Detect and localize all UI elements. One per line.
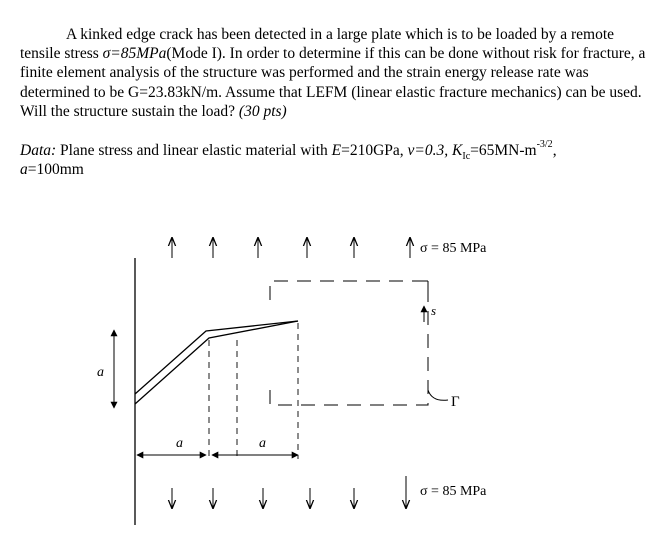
points-label: (30 pts): [238, 102, 287, 120]
label-a-bottom-2: a: [259, 436, 266, 451]
data-text-1: Plane stress and linear elastic material with: [56, 142, 332, 159]
problem-text-1: A kinked edge crack has been detected in a large plate which is to be loaded by a remote tensile stress: [20, 26, 615, 63]
bottom-load-arrows: [172, 476, 406, 508]
youngs-modulus-value: =210GPa,: [341, 142, 408, 159]
youngs-modulus-symbol: E: [331, 142, 342, 159]
top-stress-label: σ = 85 MPa: [420, 241, 487, 256]
crack-length-value: =100mm: [27, 161, 84, 179]
crack-lower-face: [135, 321, 298, 404]
problem-text-2: (Mode I). In order to determine if this can be done without risk for fracture, a finite element analysis of the structure was performed and the strain energy release rate was determined to be G=23.83kN/m. Assume that LEFM (linear elastic fracture mechanics) can be used. Will the structure sustain the load?: [20, 45, 646, 120]
toughness-comma: ,: [552, 142, 557, 159]
label-a-bottom-1: a: [176, 436, 183, 451]
toughness-symbol: K: [452, 142, 463, 159]
toughness-subscript: Ic: [462, 151, 471, 163]
top-load-arrows: [172, 238, 410, 258]
label-s: s: [431, 303, 437, 318]
crack-length-symbol: a: [20, 161, 28, 179]
gamma-leader: [428, 390, 448, 400]
poisson-ratio: ν=0.3,: [407, 142, 453, 159]
toughness-exponent: -3/2: [536, 138, 553, 150]
label-gamma: Γ: [451, 394, 460, 410]
label-a-left: a: [97, 365, 104, 380]
bottom-stress-label: σ = 85 MPa: [420, 484, 487, 499]
toughness-value: =65MN-m: [470, 142, 537, 159]
data-lead: Data:: [20, 142, 57, 159]
integration-contour: [270, 281, 428, 405]
sigma-equation: σ=85MPa: [102, 45, 167, 63]
